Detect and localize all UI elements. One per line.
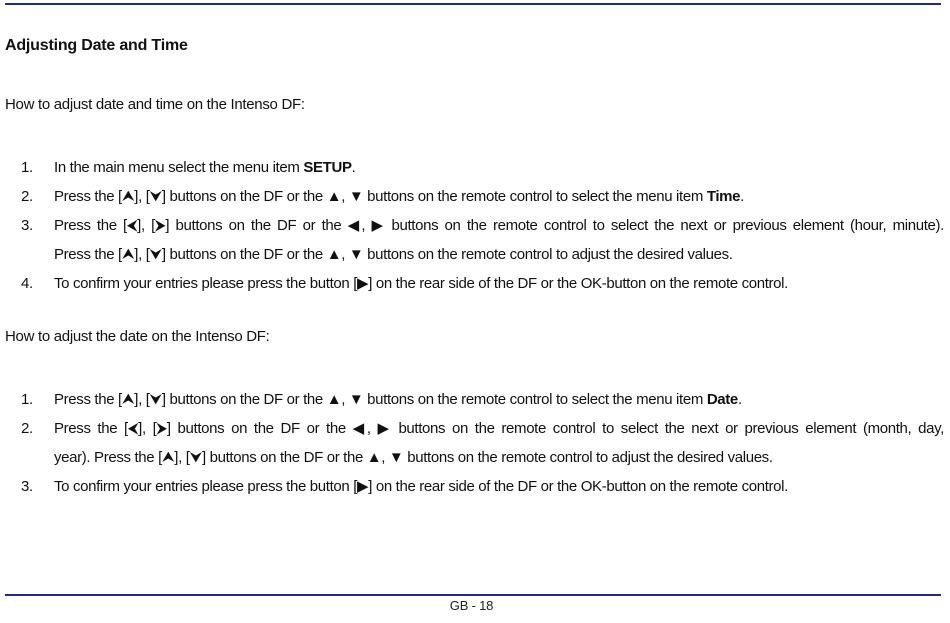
date-section-intro: How to adjust the date on the Intenso DF: (5, 328, 270, 345)
step-text: Press the [⮝], [⮟] buttons on the DF or the ▲, ▼ buttons on the remote control to select the menu item Date. (54, 391, 742, 408)
list-item (0, 414, 950, 472)
step-number: 1. (21, 391, 33, 408)
step-number: 2. (21, 420, 33, 437)
date-steps-list (0, 385, 950, 501)
list-item (0, 269, 950, 298)
list-item (0, 472, 950, 501)
bottom-divider (5, 594, 941, 596)
step-text: In the main menu select the menu item SETUP. (54, 159, 356, 176)
step-text-continued: Press the [⮝], [⮟] buttons on the DF or the ▲, ▼ buttons on the remote control to adjust the desired values. (54, 246, 733, 263)
step-number: 3. (21, 478, 33, 495)
step-text: Press the [⮜], [⮞] buttons on the DF or the ◀, ▶ buttons on the remote control to select the next or previous element (hour, minute). (54, 217, 944, 234)
step-text: Press the [⮜], [⮞] buttons on the DF or the ◀, ▶ buttons on the remote control to select the next or previous element (month, day, (54, 420, 944, 437)
list-item (0, 385, 950, 414)
step-number: 2. (21, 188, 33, 205)
list-item (0, 182, 950, 211)
list-item (0, 211, 950, 269)
step-text: To confirm your entries please press the button [▶] on the rear side of the DF or the OK-button on the remote control. (54, 478, 788, 495)
step-text-continued: year). Press the [⮝], [⮟] buttons on the DF or the ▲, ▼ buttons on the remote control to adjust the desired values. (54, 449, 773, 466)
menu-item-name: Time (706, 188, 741, 205)
section-title: Adjusting Date and Time (5, 37, 188, 54)
menu-item-name: Date (706, 391, 738, 408)
step-text: Press the [⮝], [⮟] buttons on the DF or the ▲, ▼ buttons on the remote control to select the menu item Time. (54, 188, 744, 205)
step-text: To confirm your entries please press the button [▶] on the rear side of the DF or the OK-button on the remote control. (54, 275, 788, 292)
step-number: 3. (21, 217, 33, 234)
menu-item-name: SETUP (303, 159, 352, 176)
page-number: GB - 18 (449, 598, 494, 613)
time-section-intro: How to adjust date and time on the Intenso DF: (5, 96, 305, 113)
step-number: 4. (21, 275, 33, 292)
time-steps-list (0, 153, 950, 298)
step-number: 1. (21, 159, 33, 176)
top-divider (5, 3, 941, 5)
list-item (0, 153, 950, 182)
